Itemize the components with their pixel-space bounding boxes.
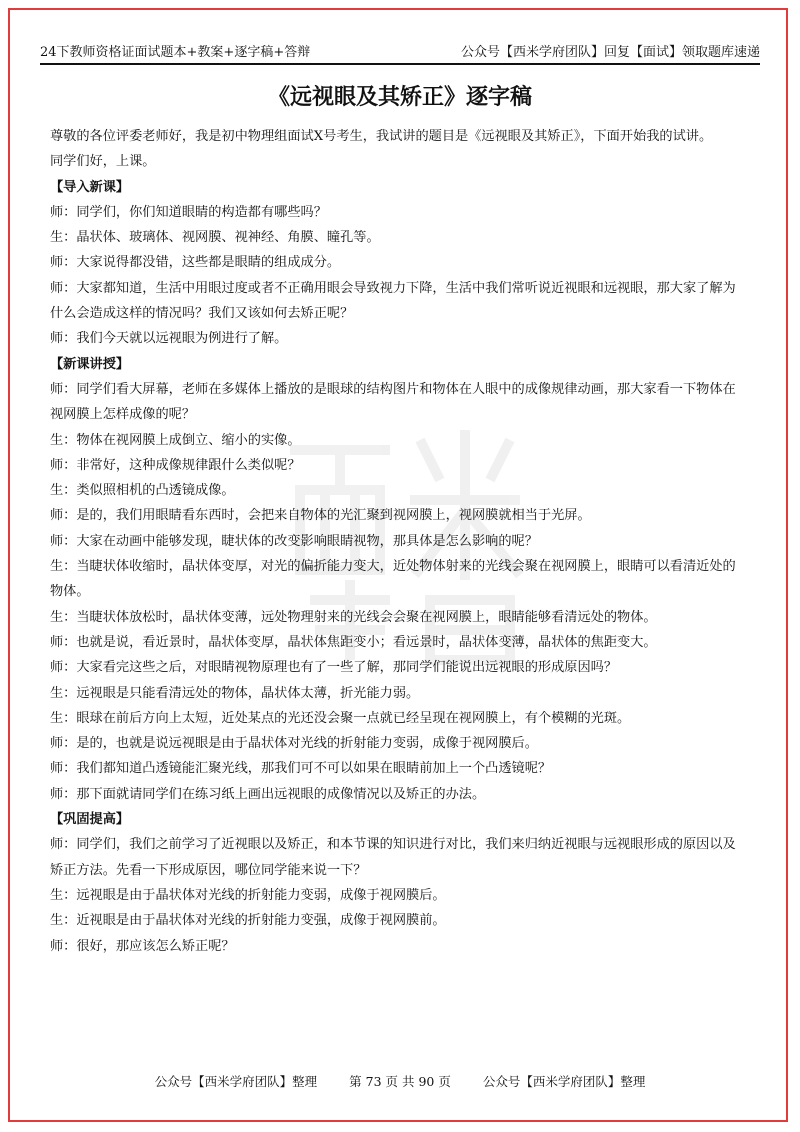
paragraph: 生：类似照相机的凸透镜成像。 — [50, 483, 235, 499]
paragraph: 尊敬的各位评委老师好，我是初中物理组面试X号考生，我试讲的题目是《远视眼及其矫正》，下面开始我的试讲。 — [50, 129, 713, 144]
page-header — [40, 36, 760, 65]
document-body — [50, 124, 748, 959]
paragraph: 师：是的，也就是说远视眼是由于晶状体对光线的折射能力变弱，成像于视网膜后。 — [50, 736, 538, 752]
paragraph: 师：很好，那应该怎么矫正呢？ — [50, 938, 235, 954]
section-heading: 【巩固提高】 — [50, 812, 130, 828]
paragraph: 师：我们今天就以远视眼为例进行了解。 — [50, 331, 288, 347]
paragraph: 师：同学们看大屏幕，老师在多媒体上播放的是眼球的结构图片和物体在人眼中的成像规律动画，那大家看一下物体在视网膜上怎样成像的呢？ — [50, 381, 736, 423]
paragraph: 师：是的，我们用眼睛看东西时，会把来自物体的光汇聚到视网膜上，视网膜就相当于光屏。 — [50, 508, 591, 524]
paragraph: 师：大家说得都没错，这些都是眼睛的组成成分。 — [50, 255, 341, 271]
footer-left: 公众号【西米学府团队】整理 — [154, 1074, 318, 1089]
paragraph: 生：远视眼是由于晶状体对光线的折射能力变弱，成像于视网膜后。 — [50, 887, 446, 903]
paragraph: 生：当睫状体收缩时，晶状体变厚，对光的偏折能力变大，近处物体射来的光线会聚在视网膜上，眼睛可以看清近处的物体。 — [50, 559, 736, 600]
page-footer — [0, 1072, 800, 1090]
paragraph: 师：同学们，我们之前学习了近视眼以及矫正，和本节课的知识进行对比，我们来归纳近视眼与远视眼形成的原因以及矫正方法。先看一下形成原因，哪位同学能来说一下？ — [50, 837, 736, 878]
section-heading: 【新课讲授】 — [50, 356, 130, 372]
paragraph: 生：眼球在前后方向上太短，近处某点的光还没会聚一点就已经呈现在视网膜上，有个模糊的光斑。 — [50, 710, 631, 726]
paragraph: 师：大家在动画中能够发现，睫状体的改变影响眼睛视物，那具体是怎么影响的呢？ — [50, 533, 538, 549]
paragraph: 生：近视眼是由于晶状体对光线的折射能力变强，成像于视网膜前。 — [50, 913, 446, 929]
header-left: 24下教师资格证面试题本+教案+逐字稿+答辩 — [40, 45, 311, 60]
paragraph: 师：大家看完这些之后，对眼睛视物原理也有了一些了解，那同学们能说出远视眼的形成原因吗？ — [50, 660, 618, 676]
paragraph: 师：大家都知道，生活中用眼过度或者不正确用眼会导致视力下降，生活中我们常听说近视眼和远视眼，那大家了解为什么会造成这样的情况吗？我们又该如何去矫正呢？ — [50, 280, 736, 322]
page-number: 第 73 页 共 90 页 — [349, 1074, 451, 1089]
paragraph: 生：物体在视网膜上成倒立、缩小的实像。 — [50, 432, 301, 448]
footer-right: 公众号【西米学府团队】整理 — [482, 1074, 646, 1089]
paragraph: 师：那下面就请同学们在练习纸上画出远视眼的成像情况以及矫正的办法。 — [50, 786, 486, 802]
paragraph: 师：我们都知道凸透镜能汇聚光线，那我们可不可以如果在眼睛前加上一个凸透镜呢？ — [50, 761, 552, 777]
paragraph: 生：当睫状体放松时，晶状体变薄，远处物理射来的光线会会聚在视网膜上，眼睛能够看清远处的物体。 — [50, 609, 657, 625]
paragraph: 师：也就是说，看近景时，晶状体变厚，晶状体焦距变小；看远景时，晶状体变薄，晶状体的焦距变大。 — [50, 634, 657, 650]
paragraph: 生：远视眼是只能看清远处的物体，晶状体太薄，折光能力弱。 — [50, 685, 420, 701]
paragraph: 生：晶状体、玻璃体、视网膜、视神经、角膜、瞳孔等。 — [50, 230, 380, 246]
paragraph: 师：同学们，你们知道眼睛的构造都有哪些吗？ — [50, 204, 327, 220]
paragraph: 同学们好，上课。 — [50, 154, 156, 170]
paragraph: 师：非常好，这种成像规律跟什么类似呢？ — [50, 457, 301, 473]
section-heading: 【导入新课】 — [50, 179, 130, 195]
document-title: 《远视眼及其矫正》逐字稿 — [267, 85, 532, 110]
header-right: 公众号【西米学府团队】回复【面试】领取题库速递 — [460, 45, 760, 60]
